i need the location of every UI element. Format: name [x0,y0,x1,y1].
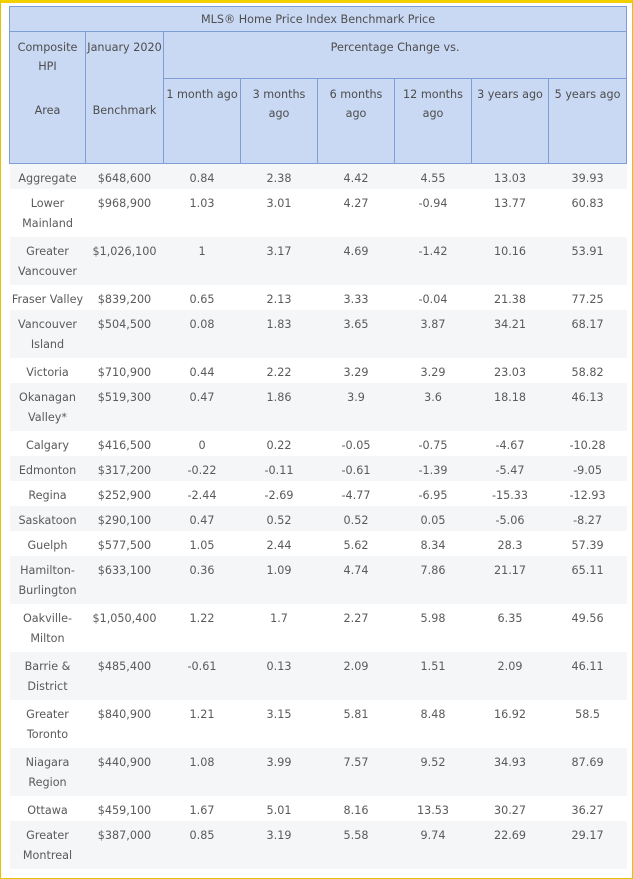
change-1-month-cell: 1.08 [164,748,241,796]
change-6-months-cell: 4.42 [318,164,395,190]
change-1-month-cell: 0.47 [164,383,241,431]
change-5-years-cell: -8.27 [549,506,627,531]
change-1-month-cell: 1.67 [164,796,241,821]
change-3-years-cell: -5.47 [472,456,549,481]
period-header-5-years: 5 years ago [549,79,627,164]
change-12-months-cell: 4.55 [395,164,472,190]
change-1-month-cell: 1.03 [164,189,241,237]
area-cell: Lower Mainland [10,189,86,237]
change-12-months-cell: 1.51 [395,652,472,700]
change-6-months-cell: 3.65 [318,310,395,358]
change-6-months-cell: 3.29 [318,358,395,383]
period-header-1-month: 1 month ago [164,79,241,164]
change-3-months-cell: 5.01 [241,796,318,821]
area-cell: Greater Vancouver [10,237,86,285]
change-3-years-cell: 2.09 [472,652,549,700]
change-3-years-cell: 28.3 [472,531,549,556]
area-cell: Oakville-Milton [10,604,86,652]
benchmark-cell: $387,000 [86,821,164,869]
hpi-benchmark-table [9,6,627,869]
change-12-months-cell: 7.86 [395,556,472,604]
change-3-months-cell: 2.38 [241,164,318,190]
change-1-month-cell: 0.84 [164,164,241,190]
change-12-months-cell: 8.34 [395,531,472,556]
area-cell: Hamilton-Burlington [10,556,86,604]
change-3-years-cell: 22.69 [472,821,549,869]
table-row [10,506,627,531]
change-5-years-cell: 58.5 [549,700,627,748]
area-cell: Fraser Valley [10,285,86,310]
change-3-months-cell: 1.86 [241,383,318,431]
area-cell: Niagara Region [10,748,86,796]
change-5-years-cell: 60.83 [549,189,627,237]
benchmark-cell: $1,026,100 [86,237,164,285]
change-5-years-cell: -10.28 [549,431,627,456]
change-3-months-cell: 1.83 [241,310,318,358]
period-header-12-months: 12 months ago [395,79,472,164]
change-3-years-cell: 34.93 [472,748,549,796]
table-row [10,748,627,796]
table-row [10,604,627,652]
change-6-months-cell: 0.52 [318,506,395,531]
benchmark-cell: $633,100 [86,556,164,604]
table-row [10,796,627,821]
change-3-years-cell: 13.77 [472,189,549,237]
change-6-months-cell: 5.81 [318,700,395,748]
change-12-months-cell: 3.6 [395,383,472,431]
composite-hpi-header: Composite HPI [10,32,86,79]
january-2020-header: January 2020 [86,32,164,79]
area-header: Area [10,79,86,164]
benchmark-cell: $577,500 [86,531,164,556]
change-1-month-cell: 0.08 [164,310,241,358]
change-12-months-cell: -6.95 [395,481,472,506]
area-cell: Victoria [10,358,86,383]
area-cell: Saskatoon [10,506,86,531]
period-header-3-years: 3 years ago [472,79,549,164]
change-1-month-cell: 0 [164,431,241,456]
change-5-years-cell: 36.27 [549,796,627,821]
change-3-months-cell: 2.22 [241,358,318,383]
change-6-months-cell: 8.16 [318,796,395,821]
period-header-3-months: 3 months ago [241,79,318,164]
table-row [10,310,627,358]
table-row [10,531,627,556]
change-5-years-cell: 29.17 [549,821,627,869]
change-5-years-cell: -12.93 [549,481,627,506]
change-3-months-cell: 0.13 [241,652,318,700]
change-3-years-cell: 30.27 [472,796,549,821]
table-row [10,431,627,456]
percentage-change-header: Percentage Change vs. [164,32,627,79]
title-row [10,7,627,32]
change-1-month-cell: 0.44 [164,358,241,383]
change-6-months-cell: 5.62 [318,531,395,556]
change-6-months-cell: 2.09 [318,652,395,700]
change-1-month-cell: -2.44 [164,481,241,506]
table-row [10,556,627,604]
change-6-months-cell: 4.69 [318,237,395,285]
change-3-years-cell: 23.03 [472,358,549,383]
header-row-1 [10,32,627,79]
change-3-years-cell: 13.03 [472,164,549,190]
change-3-months-cell: 3.99 [241,748,318,796]
change-12-months-cell: 13.53 [395,796,472,821]
table-row [10,189,627,237]
change-12-months-cell: -1.42 [395,237,472,285]
table-row [10,481,627,506]
change-3-months-cell: 1.7 [241,604,318,652]
change-5-years-cell: 65.11 [549,556,627,604]
change-3-months-cell: 3.19 [241,821,318,869]
change-1-month-cell: 0.47 [164,506,241,531]
change-3-months-cell: 0.22 [241,431,318,456]
benchmark-cell: $840,900 [86,700,164,748]
change-5-years-cell: 53.91 [549,237,627,285]
benchmark-header: Benchmark [86,79,164,164]
change-12-months-cell: 5.98 [395,604,472,652]
change-12-months-cell: 3.29 [395,358,472,383]
change-5-years-cell: -9.05 [549,456,627,481]
benchmark-cell: $648,600 [86,164,164,190]
change-3-months-cell: -2.69 [241,481,318,506]
area-cell: Okanagan Valley* [10,383,86,431]
change-3-years-cell: -5.06 [472,506,549,531]
change-1-month-cell: -0.22 [164,456,241,481]
change-3-months-cell: -0.11 [241,456,318,481]
area-cell: Greater Montreal [10,821,86,869]
table-row [10,652,627,700]
benchmark-cell: $504,500 [86,310,164,358]
benchmark-cell: $485,400 [86,652,164,700]
change-3-years-cell: 34.21 [472,310,549,358]
change-3-years-cell: 21.17 [472,556,549,604]
change-3-months-cell: 3.15 [241,700,318,748]
table-row [10,285,627,310]
change-6-months-cell: 4.74 [318,556,395,604]
change-12-months-cell: 0.05 [395,506,472,531]
change-6-months-cell: 4.27 [318,189,395,237]
change-1-month-cell: 0.36 [164,556,241,604]
change-12-months-cell: -0.04 [395,285,472,310]
change-3-years-cell: -15.33 [472,481,549,506]
change-3-months-cell: 2.44 [241,531,318,556]
change-1-month-cell: 1 [164,237,241,285]
change-12-months-cell: -0.75 [395,431,472,456]
change-3-years-cell: 10.16 [472,237,549,285]
change-6-months-cell: -4.77 [318,481,395,506]
area-cell: Edmonton [10,456,86,481]
benchmark-cell: $317,200 [86,456,164,481]
benchmark-cell: $416,500 [86,431,164,456]
table-body [10,164,627,870]
change-12-months-cell: -1.39 [395,456,472,481]
benchmark-cell: $710,900 [86,358,164,383]
change-3-years-cell: 6.35 [472,604,549,652]
change-3-months-cell: 2.13 [241,285,318,310]
benchmark-cell: $459,100 [86,796,164,821]
change-6-months-cell: 7.57 [318,748,395,796]
change-6-months-cell: 2.27 [318,604,395,652]
change-12-months-cell: -0.94 [395,189,472,237]
area-cell: Greater Toronto [10,700,86,748]
area-cell: Vancouver Island [10,310,86,358]
table-row [10,237,627,285]
area-cell: Aggregate [10,164,86,190]
benchmark-cell: $440,900 [86,748,164,796]
area-cell: Guelph [10,531,86,556]
change-5-years-cell: 46.13 [549,383,627,431]
table-row [10,164,627,190]
benchmark-cell: $252,900 [86,481,164,506]
change-3-years-cell: -4.67 [472,431,549,456]
change-1-month-cell: -0.61 [164,652,241,700]
benchmark-cell: $839,200 [86,285,164,310]
area-cell: Regina [10,481,86,506]
change-1-month-cell: 1.22 [164,604,241,652]
header-row-2 [10,79,627,164]
change-5-years-cell: 49.56 [549,604,627,652]
table-row [10,821,627,869]
area-cell: Calgary [10,431,86,456]
table-row [10,456,627,481]
change-6-months-cell: -0.05 [318,431,395,456]
table-row [10,358,627,383]
change-1-month-cell: 0.85 [164,821,241,869]
change-3-months-cell: 0.52 [241,506,318,531]
change-5-years-cell: 87.69 [549,748,627,796]
table-title: MLS® Home Price Index Benchmark Price [10,7,627,32]
change-1-month-cell: 1.05 [164,531,241,556]
change-1-month-cell: 1.21 [164,700,241,748]
change-3-months-cell: 3.01 [241,189,318,237]
change-5-years-cell: 77.25 [549,285,627,310]
change-5-years-cell: 68.17 [549,310,627,358]
change-5-years-cell: 39.93 [549,164,627,190]
change-6-months-cell: -0.61 [318,456,395,481]
table-row [10,383,627,431]
change-5-years-cell: 58.82 [549,358,627,383]
benchmark-cell: $519,300 [86,383,164,431]
change-3-years-cell: 21.38 [472,285,549,310]
benchmark-cell: $1,050,400 [86,604,164,652]
change-12-months-cell: 3.87 [395,310,472,358]
area-cell: Barrie & District [10,652,86,700]
benchmark-cell: $290,100 [86,506,164,531]
benchmark-cell: $968,900 [86,189,164,237]
change-5-years-cell: 57.39 [549,531,627,556]
area-cell: Ottawa [10,796,86,821]
period-header-6-months: 6 months ago [318,79,395,164]
change-6-months-cell: 5.58 [318,821,395,869]
table-row [10,700,627,748]
change-12-months-cell: 9.52 [395,748,472,796]
change-6-months-cell: 3.9 [318,383,395,431]
change-5-years-cell: 46.11 [549,652,627,700]
change-6-months-cell: 3.33 [318,285,395,310]
change-3-years-cell: 18.18 [472,383,549,431]
change-12-months-cell: 8.48 [395,700,472,748]
change-3-months-cell: 3.17 [241,237,318,285]
change-3-months-cell: 1.09 [241,556,318,604]
change-3-years-cell: 16.92 [472,700,549,748]
change-12-months-cell: 9.74 [395,821,472,869]
change-1-month-cell: 0.65 [164,285,241,310]
